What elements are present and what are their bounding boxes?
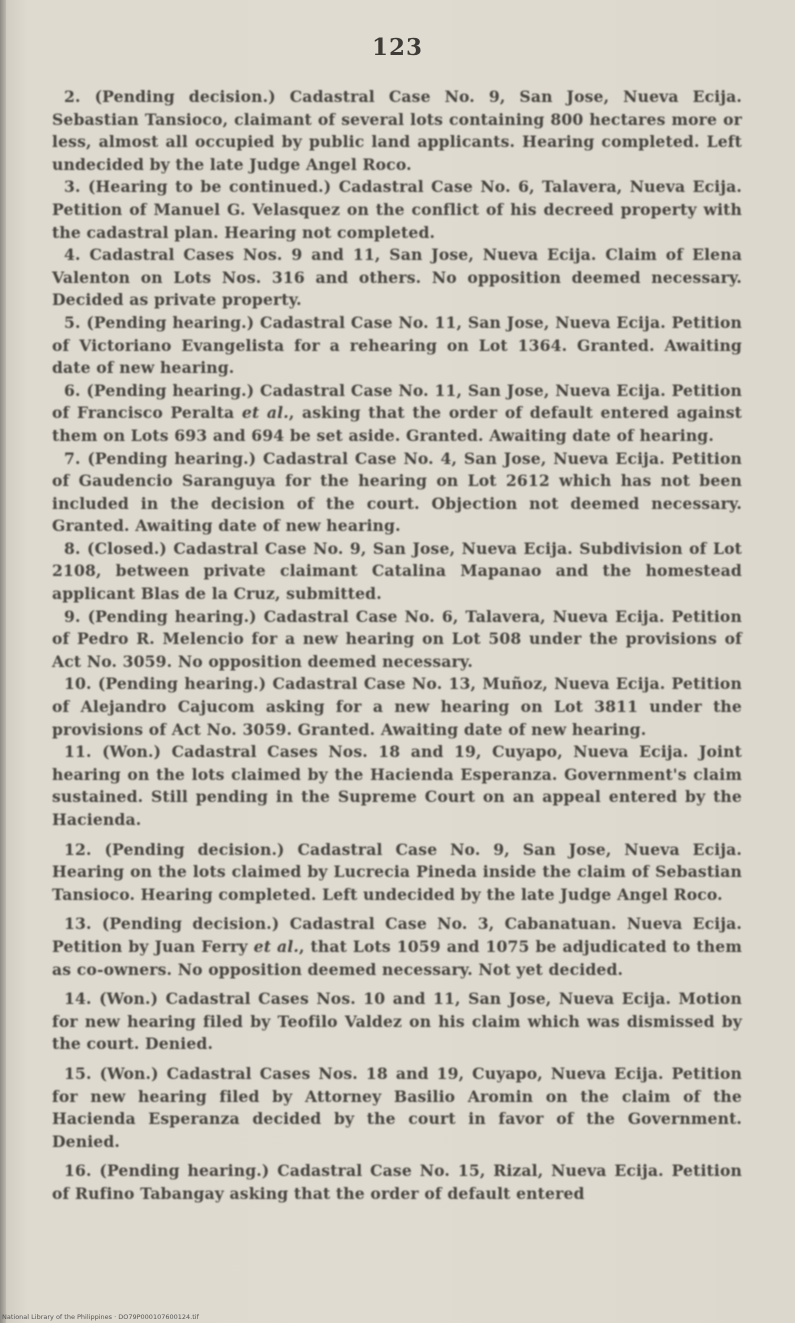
- entry-status: (Pending hearing.): [86, 380, 255, 400]
- case-entry-16: [52, 1160, 742, 1205]
- case-entry-13: [52, 913, 742, 981]
- case-entry-4: [52, 244, 742, 312]
- entry-status: (Pending hearing.): [99, 1161, 270, 1181]
- entry-number: 4.: [64, 245, 81, 265]
- entry-text: Cadastral Case No. 15, Rizal, Nueva Ecija. Petition of Rufino Tabangay asking that the order of default entered: [52, 1161, 742, 1203]
- entry-text: Cadastral Case No. 9, San Jose, Nueva Ecija. Subdivision of Lot 2108, between private claimant Catalina Mapanao and the homestead applicant Blas de la Cruz, submitted.: [52, 538, 742, 604]
- entry-number: 11.: [64, 742, 92, 762]
- entry-text-before: Cadastral Case No. 3, Cabanatuan. Nueva Ecija. Petition by Juan Ferry: [52, 914, 742, 956]
- entry-number: 10.: [64, 674, 92, 694]
- entry-text: Cadastral Case No. 9, San Jose, Nueva Ecija. Sebastian Tansioco, claimant of several lots containing 800 hectares more or less, almost all occupied by public land applicants. Hearing completed. Left undecided by the late Judge Angel Roco.: [52, 87, 742, 174]
- entry-status: (Pending hearing.): [87, 448, 257, 468]
- entry-status: (Pending decision.): [94, 87, 276, 106]
- entry-status: (Closed.): [87, 538, 167, 558]
- entry-number: 7.: [64, 448, 81, 468]
- entry-text: Cadastral Cases Nos. 9 and 11, San Jose, Nueva Ecija. Claim of Elena Valenton on Lots Nos. 316 and others. No opposition deemed necessary. Decided as private property.: [52, 245, 742, 310]
- entry-text: Cadastral Case No. 6, Talavera, Nueva Ecija. Petition of Manuel G. Velasquez on the conflict of his decreed property with the cadastral plan. Hearing not completed.: [52, 177, 742, 242]
- entry-number: 8.: [64, 538, 81, 558]
- entry-status: (Pending decision.): [104, 839, 285, 859]
- entry-number: 6.: [64, 380, 81, 400]
- entry-text: Cadastral Cases Nos. 10 and 11, San Jose, Nueva Ecija. Motion for new hearing filed by Teofilo Valdez on his claim which was dismissed by the court. Denied.: [52, 989, 742, 1054]
- case-entry-15: [52, 1063, 742, 1153]
- entry-status: (Won.): [102, 742, 162, 762]
- entry-text-after: , that Lots 1059 and 1075 be adjudicated to them as co-owners. No opposition deemed necessary. Not yet decided.: [52, 936, 742, 979]
- case-entry-3: [52, 176, 742, 244]
- case-entry-8: [52, 538, 742, 606]
- entry-status: (Pending hearing.): [86, 312, 255, 332]
- book-spine-shadow: [0, 0, 6, 1323]
- entry-number: 9.: [64, 606, 81, 626]
- entry-status: (Won.): [99, 989, 159, 1009]
- entry-status: (Won.): [99, 1063, 159, 1083]
- entry-number: 13.: [64, 914, 92, 934]
- case-entry-14: [52, 988, 742, 1056]
- entry-number: 2.: [64, 87, 81, 106]
- entry-text: Cadastral Case No. 6, Talavera, Nueva Ecija. Petition of Pedro R. Melencio for a new hearing on Lot 508 under the provisions of Act No. 3059. No opposition deemed necessary.: [52, 606, 742, 671]
- case-entry-6: [52, 380, 742, 448]
- entry-text: Cadastral Case No. 13, Muñoz, Nueva Ecija. Petition of Alejandro Cajucom asking for a new hearing on Lot 3811 under the provisions of Act No. 3059. Granted. Awaiting date of new hearing.: [52, 674, 742, 739]
- entry-number: 16.: [64, 1161, 92, 1181]
- entry-text: Cadastral Case No. 4, San Jose, Nueva Ecija. Petition of Gaudencio Saranguya for the hearing on Lot 2612 which has not been included in the decision of the court. Objection not deemed necessary. Granted. Awaiting date of new hearing.: [52, 448, 742, 536]
- entry-text: Cadastral Cases Nos. 18 and 19, Cuyapo, Nueva Ecija. Petition for new hearing filed by Attorney Basilio Aromin on the claim of the Hacienda Esperanza decided by the court in favor of the Government. Denied.: [52, 1063, 742, 1151]
- entry-text-before: Cadastral Case No. 11, San Jose, Nueva Ecija. Petition of Francisco Peralta: [52, 380, 742, 423]
- entry-status: (Pending hearing.): [87, 606, 257, 626]
- case-entry-5: [52, 312, 742, 380]
- entry-number: 12.: [64, 839, 92, 859]
- entry-number: 14.: [64, 989, 92, 1009]
- entry-text: Cadastral Case No. 9, San Jose, Nueva Ecija. Hearing on the lots claimed by Lucrecia Pineda inside the claim of Sebastian Tansioco. Hearing completed. Left undecided by the late Judge Angel Roco.: [52, 839, 742, 904]
- case-entry-9: [52, 606, 742, 674]
- entry-number: 5.: [64, 312, 81, 332]
- entry-number: 3.: [64, 177, 81, 197]
- case-entry-10: [52, 673, 742, 741]
- entry-italic: et al.: [253, 936, 299, 956]
- entry-text: Cadastral Case No. 11, San Jose, Nueva Ecija. Petition of Victoriano Evangelista for a rehearing on Lot 1364. Granted. Awaiting date of new hearing.: [52, 312, 742, 378]
- entry-text-after: , asking that the order of default entered against them on Lots 693 and 694 be set aside. Granted. Awaiting date of hearing.: [52, 403, 742, 445]
- report-body: [52, 86, 742, 1206]
- case-entry-2: [52, 86, 742, 176]
- entry-italic: et al.: [241, 403, 289, 423]
- entry-status: (Hearing to be continued.): [88, 177, 332, 197]
- entry-text: Cadastral Cases Nos. 18 and 19, Cuyapo, Nueva Ecija. Joint hearing on the lots claimed by the Hacienda Esperanza. Government's claim sustained. Still pending in the Supreme Court on an appeal entered by the Hacienda.: [52, 742, 742, 829]
- case-entry-12: [52, 839, 742, 907]
- entry-status: (Pending decision.): [101, 914, 280, 934]
- page-number: 123: [371, 34, 423, 61]
- entry-number: 15.: [64, 1063, 92, 1083]
- scan-footer-caption: National Library of the Philippines · DO79P000107600124.tif: [2, 1313, 199, 1321]
- case-entry-11: [52, 741, 742, 831]
- entry-status: (Pending hearing.): [97, 674, 267, 694]
- case-entry-7: [52, 448, 742, 538]
